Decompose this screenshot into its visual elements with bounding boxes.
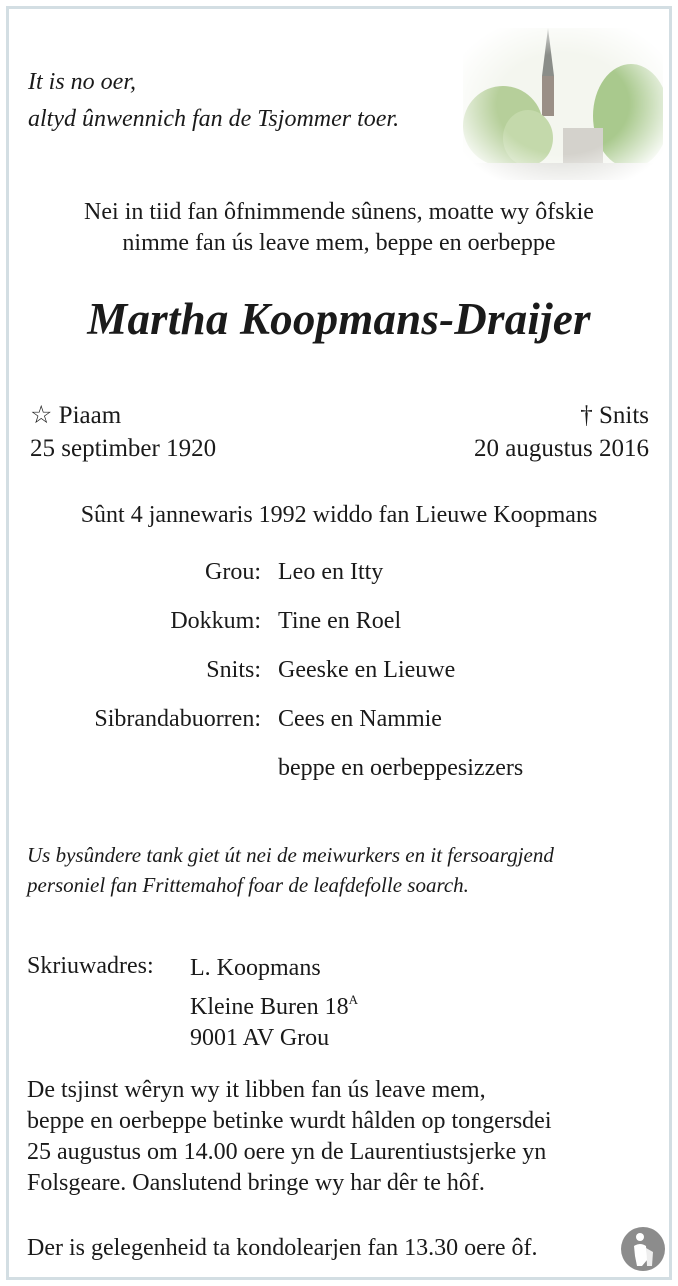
family-row bbox=[0, 706, 678, 755]
condolence-text: Der is gelegenheid ta kondolearjen fan 13.30 oere ôf. bbox=[27, 1235, 538, 1261]
thanks-line-1: Us bysûndere tank giet út nei de meiwurkers en it fersoargjend bbox=[27, 843, 554, 867]
service-line-1: De tsjinst wêryn wy it libben fan ús leave mem, bbox=[27, 1077, 486, 1103]
deceased-name: Martha Koopmans-Draijer bbox=[87, 294, 591, 344]
family-row bbox=[0, 755, 678, 804]
motto bbox=[28, 64, 399, 138]
intro-text bbox=[0, 197, 678, 259]
motto-line-2: altyd ûnwennich fan de Tsjommer toer. bbox=[28, 106, 400, 132]
service-line-2: beppe en oerbeppe betinke wurdt hâlden op tongersdei bbox=[27, 1108, 552, 1134]
family-row bbox=[0, 608, 678, 657]
service-text bbox=[27, 1075, 551, 1199]
address-street bbox=[190, 984, 358, 1023]
family-list bbox=[0, 559, 678, 804]
service-line-3: 25 augustus om 14.00 oere yn de Laurentiustsjerke yn bbox=[27, 1139, 547, 1165]
birth-date: 25 septimber 1920 bbox=[30, 435, 217, 462]
address-city: 9001 AV Grou bbox=[190, 1025, 330, 1051]
family-place: Grou: bbox=[205, 559, 261, 585]
grandchildren-line: beppe en oerbeppesizzers bbox=[278, 755, 524, 781]
death-date: 20 augustus 2016 bbox=[474, 435, 649, 462]
family-row bbox=[0, 657, 678, 706]
death-info bbox=[474, 399, 649, 465]
address-street-text: Kleine Buren 18 bbox=[190, 994, 349, 1020]
thanks-line-2: personiel fan Frittemahof foar de leafdefolle soarch. bbox=[27, 873, 469, 897]
family-place: Dokkum: bbox=[170, 608, 261, 634]
widow-note: Sûnt 4 jannewaris 1992 widdo fan Lieuwe Koopmans bbox=[80, 502, 598, 528]
thanks-text bbox=[27, 840, 554, 900]
address-street-suffix: A bbox=[348, 992, 359, 1007]
service-line-4: Folsgeare. Oanslutend bringe wy har dêr te hôf. bbox=[27, 1170, 485, 1196]
death-place: † Snits bbox=[580, 402, 649, 429]
motto-line-1: It is no oer, bbox=[28, 69, 136, 95]
address-label: Skriuwadres: bbox=[27, 953, 154, 979]
birth-info bbox=[30, 399, 216, 465]
family-names: Geeske en Lieuwe bbox=[278, 657, 456, 683]
publisher-logo-icon bbox=[620, 1226, 666, 1272]
family-place: Sibrandabuorren: bbox=[94, 706, 261, 732]
intro-line-2: nimme fan ús leave mem, beppe en oerbeppe bbox=[122, 230, 556, 256]
intro-line-1: Nei in tiid fan ôfnimmende sûnens, moatte wy ôfskie bbox=[84, 199, 594, 225]
family-names: Cees en Nammie bbox=[278, 706, 442, 732]
church-tower-photo bbox=[463, 28, 663, 180]
family-names: Tine en Roel bbox=[278, 608, 402, 634]
family-names: Leo en Itty bbox=[278, 559, 384, 585]
address-block bbox=[190, 953, 358, 1054]
family-place: Snits: bbox=[206, 657, 261, 683]
address-name: L. Koopmans bbox=[190, 955, 321, 981]
birth-place: ☆ Piaam bbox=[30, 402, 122, 429]
family-row bbox=[0, 559, 678, 608]
